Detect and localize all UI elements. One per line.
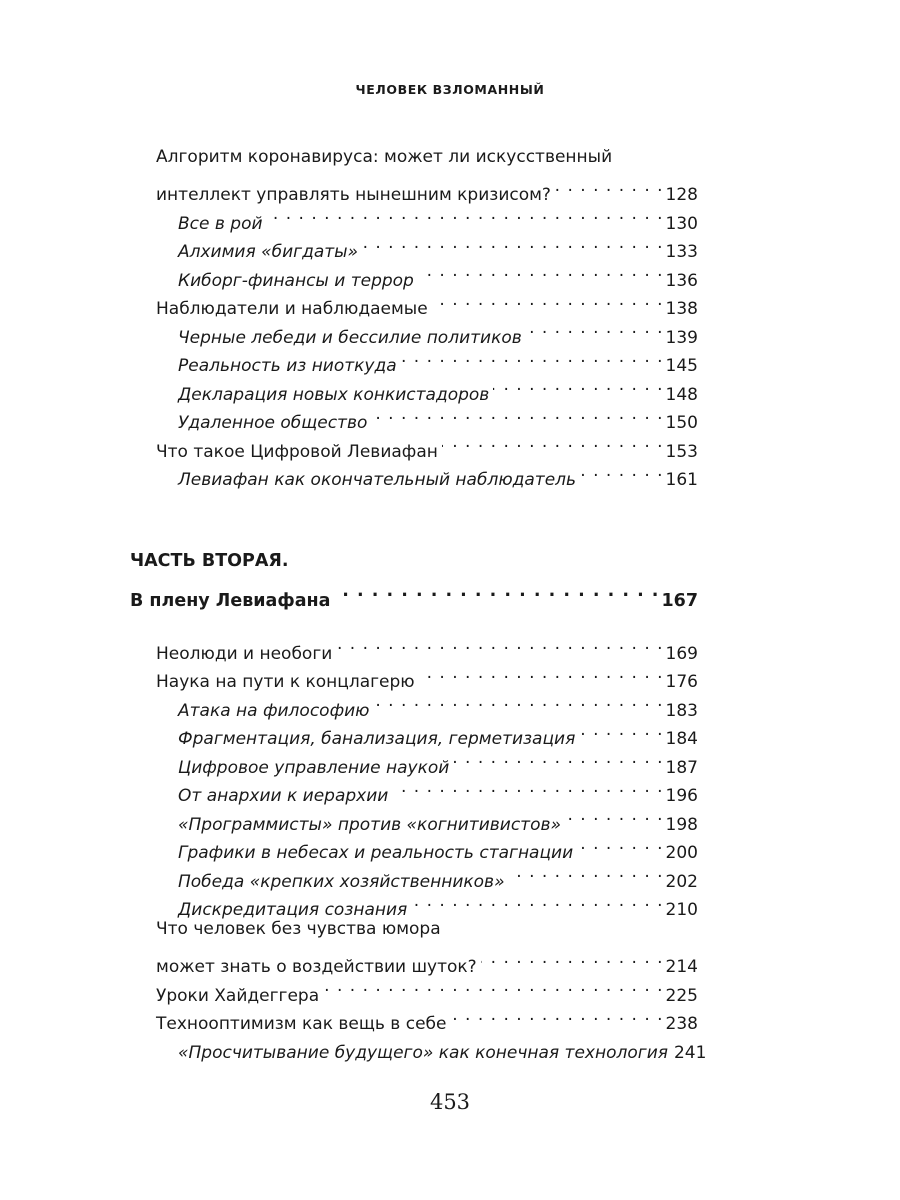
dot-leader bbox=[577, 830, 663, 859]
dot-leader bbox=[418, 257, 664, 286]
dot-leader bbox=[453, 744, 663, 773]
toc-entry-title: Реальность из ниоткуда bbox=[178, 356, 397, 376]
toc-entry-title: Цифровое управление наукой bbox=[178, 757, 450, 778]
toc-entry-page-number: 225 bbox=[665, 985, 698, 1006]
toc-entry-page-number: 238 bbox=[665, 1014, 698, 1034]
toc-entry-page-number: 138 bbox=[665, 299, 698, 319]
dot-leader bbox=[419, 659, 664, 688]
dot-leader bbox=[579, 716, 663, 745]
toc-entry-page-number: 176 bbox=[665, 672, 698, 692]
toc-entry-page-number: 153 bbox=[665, 441, 698, 462]
dot-leader bbox=[432, 286, 664, 315]
toc-entry bbox=[130, 944, 698, 977]
toc-entry-page-number: 210 bbox=[665, 900, 698, 920]
toc-entry-title: Уроки Хайдеггера bbox=[156, 985, 320, 1006]
toc-section-bottom bbox=[130, 630, 707, 1063]
page-number: 453 bbox=[429, 1090, 471, 1114]
toc-entry-title: Декларация новых конкистадоров bbox=[178, 384, 490, 405]
dot-leader bbox=[509, 858, 664, 887]
toc-entry-page-number: 130 bbox=[665, 213, 698, 234]
toc-entry-title: Что такое Цифровой Левиафан bbox=[156, 441, 438, 462]
dot-leader bbox=[450, 1001, 663, 1030]
toc-entry-title: Наблюдатели и наблюдаемые bbox=[156, 299, 428, 319]
dot-leader bbox=[442, 428, 664, 457]
dot-leader bbox=[401, 343, 664, 372]
dot-leader bbox=[323, 972, 663, 1001]
dot-leader bbox=[392, 773, 663, 802]
toc-entry-page-number: 145 bbox=[665, 356, 698, 376]
toc-entry-page-number: 241 bbox=[673, 1042, 707, 1063]
toc-entry-page-number: 128 bbox=[665, 185, 698, 205]
toc-entry-title-line: Что человек без чувства юмора bbox=[156, 919, 441, 939]
toc-entry-page-number: 139 bbox=[665, 327, 698, 348]
toc-entry-title: Алхимия «бигдаты» bbox=[178, 242, 359, 262]
toc-entry-title: Все в рой bbox=[178, 213, 263, 234]
dot-leader bbox=[411, 887, 663, 916]
toc-entry-title: Наука на пути к концлагерю bbox=[156, 672, 415, 692]
dot-leader bbox=[334, 576, 659, 606]
dot-leader bbox=[580, 457, 663, 486]
part-title: В плену Левиафана bbox=[130, 591, 331, 611]
toc-entry-title: Левиафан как окончательный наблюдатель bbox=[178, 470, 577, 490]
toc-entry bbox=[130, 172, 698, 205]
running-head: ЧЕЛОВЕК ВЗЛОМАННЫЙ bbox=[355, 82, 545, 97]
toc-entry-title: От анархии к иерархии bbox=[178, 786, 389, 806]
toc-entry-page-number: 196 bbox=[665, 786, 698, 806]
toc-entry-page-number: 202 bbox=[665, 871, 698, 892]
toc-entry-title: Фрагментация, банализация, герметизация bbox=[178, 729, 576, 749]
toc-entry-page-number: 184 bbox=[665, 729, 698, 749]
toc-entry-page-number: 214 bbox=[665, 957, 698, 977]
toc-entry-title-line: Алгоритм коронавируса: может ли искусственный bbox=[156, 147, 613, 167]
part-title-entry bbox=[130, 576, 698, 611]
toc-entry-title: Атака на философию bbox=[178, 700, 370, 721]
toc-entry-title: Победа «крепких хозяйственников» bbox=[178, 871, 505, 892]
toc-entry-title: Дискредитация сознания bbox=[178, 900, 408, 920]
toc-entry-page-number: 136 bbox=[665, 270, 698, 291]
toc-entry-page-number: 187 bbox=[665, 757, 698, 778]
toc-entry-title: «Просчитывание будущего» как конечная технология bbox=[178, 1042, 668, 1063]
toc-section-top bbox=[130, 143, 698, 490]
toc-entry-title: интеллект управлять нынешним кризисом? bbox=[156, 185, 551, 205]
dot-leader bbox=[362, 229, 663, 258]
toc-entry-page-number: 183 bbox=[665, 700, 698, 721]
toc-entry-title: Неолюди и необоги bbox=[156, 643, 333, 664]
dot-leader bbox=[267, 200, 664, 229]
part-page-number: 167 bbox=[661, 591, 698, 611]
part-label: ЧАСТЬ ВТОРАЯ. bbox=[130, 551, 289, 571]
toc-entry-page-number: 133 bbox=[665, 242, 698, 262]
dot-leader bbox=[565, 801, 664, 830]
dot-leader bbox=[555, 172, 664, 201]
toc-entry-title: Удаленное общество bbox=[178, 413, 368, 433]
dot-leader bbox=[373, 687, 663, 716]
toc-entry-title: Черные лебеди и бессилие политиков bbox=[178, 327, 522, 348]
toc-entry-title: Технооптимизм как вещь в себе bbox=[156, 1014, 447, 1034]
toc-entry-page-number: 161 bbox=[665, 470, 698, 490]
toc-entry bbox=[130, 630, 698, 664]
dot-leader bbox=[493, 371, 663, 400]
dot-leader bbox=[526, 314, 664, 343]
toc-entry-title: «Программисты» против «когнитивистов» bbox=[178, 814, 561, 835]
toc-entry-title: Киборг-финансы и террор bbox=[178, 270, 414, 291]
dot-leader bbox=[336, 630, 663, 659]
toc-entry-page-number: 169 bbox=[665, 643, 698, 664]
toc-entry-title: может знать о воздействии шуток? bbox=[156, 957, 477, 977]
toc-entry-title: Графики в небесах и реальность стагнации bbox=[178, 843, 574, 863]
toc-entry-page-number: 150 bbox=[665, 413, 698, 433]
part-two-block bbox=[130, 546, 698, 611]
toc-entry-page-number: 200 bbox=[665, 843, 698, 863]
toc-entry-page-number: 198 bbox=[665, 814, 698, 835]
dot-leader bbox=[371, 400, 663, 429]
toc-entry-page-number: 148 bbox=[665, 384, 698, 405]
dot-leader bbox=[481, 944, 664, 973]
